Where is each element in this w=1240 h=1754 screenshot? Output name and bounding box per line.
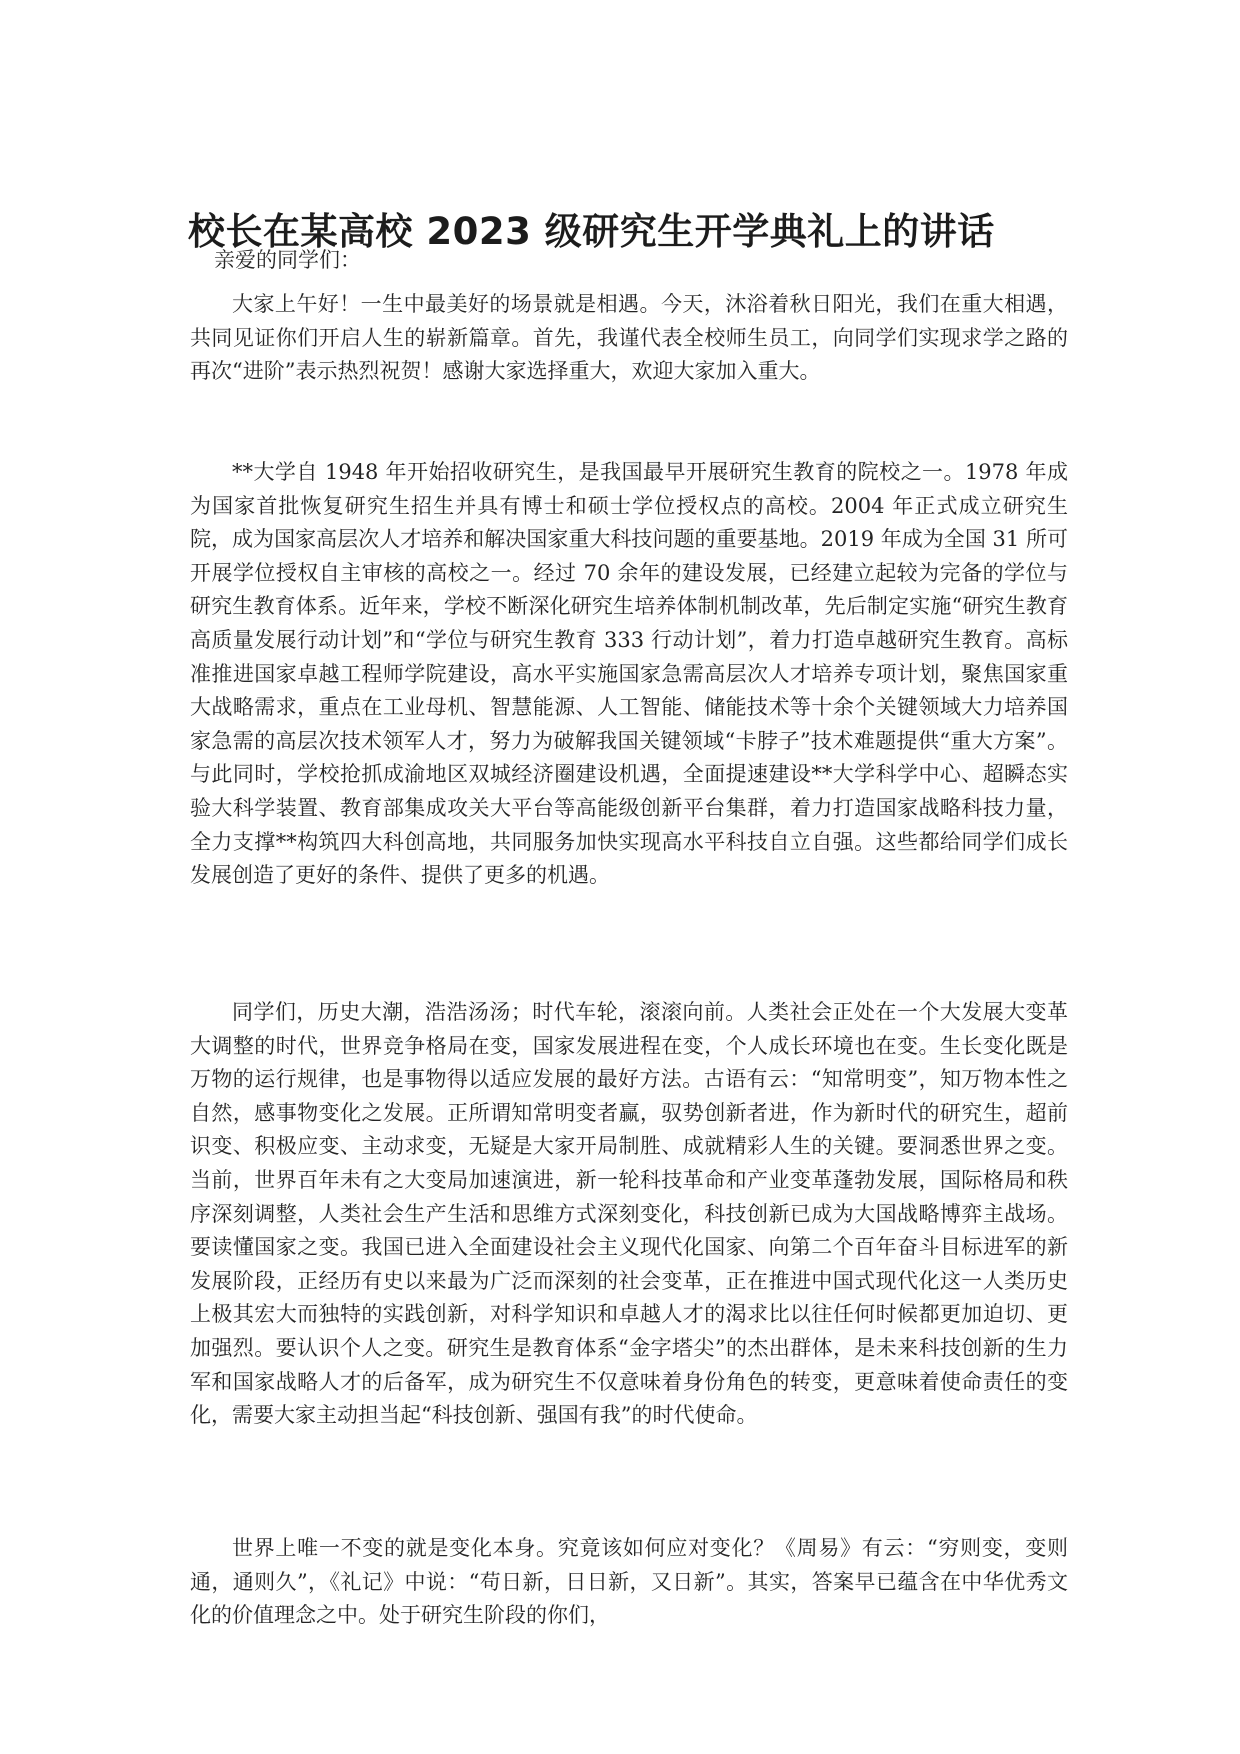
paragraph-university-history: **大学自 1948 年开始招收研究生，是我国最早开展研究生教育的院校之一。1978 年成为国家首批恢复研究生招生并具有博士和硕士学位授权点的高校。2004 年正式成立研究生院，成为国家高层次人才培养和解决国家重大科技问题的重要基地。2019 年成为全国 31 所可开展学位授权自主审核的高校之一。经过 70 余年的建设发展，已经建立起较为完备的学位与研究生教育体系。近年来，学校不断深化研究生培养体制机制改革，先后制定实施“研究生教育高质量发展行动计划”和“学位与研究生教育 333 行动计划”，着力打造卓越研究生教育。高标准推进国家卓越工程师学院建设，高水平实施国家急需高层次人才培养专项计划，聚焦国家重大战略需求，重点在工业母机、智慧能源、人工智能、储能技术等十余个关键领域大力培养国家急需的高层次技术领军人才，努力为破解我国关键领域“卡脖子”技术难题提供“重大方案”。与此同时，学校抢抓成渝地区双城经济圈建设机遇，全面提速建设**大学科学中心、超瞬态实验大科学装置、教育部集成攻关大平台等高能级创新平台集群，着力打造国家战略科技力量，全力支撑**构筑四大科创高地，共同服务加快实现高水平科技自立自强。这些都给同学们成长发展创造了更好的条件、提供了更多的机遇。 xyxy=(190,460,1068,888)
document-title: 校长在某高校 2023 级研究生开学典礼上的讲话 xyxy=(188,210,995,253)
paragraph-welcome: 大家上午好！一生中最美好的场景就是相遇。今天，沐浴着秋日阳光，我们在重大相遇，共同见证你们开启人生的崭新篇章。首先，我谨代表全校师生员工，向同学们实现求学之路的再次“进阶”表示热烈祝贺！感谢大家选择重大，欢迎大家加入重大。 xyxy=(190,292,1068,384)
paragraph-era-of-change: 同学们，历史大潮，浩浩汤汤；时代车轮，滚滚向前。人类社会正处在一个大发展大变革大调整的时代，世界竞争格局在变，国家发展进程在变，个人成长环境也在变。生长变化既是万物的运行规律，也是事物得以适应发展的最好方法。古语有云：“知常明变”，知万物本性之自然，感事物变化之发展。正所谓知常明变者赢，驭势创新者进，作为新时代的研究生，超前识变、积极应变、主动求变，无疑是大家开局制胜、成就精彩人生的关键。要洞悉世界之变。当前，世界百年未有之大变局加速演进，新一轮科技革命和产业变革蓬勃发展，国际格局和秩序深刻调整，人类社会生产生活和思维方式深刻变化，科技创新已成为大国战略博弈主战场。要读懂国家之变。我国已进入全面建设社会主义现代化国家、向第二个百年奋斗目标进军的新发展阶段，正经历有史以来最为广泛而深刻的社会变革，正在推进中国式现代化这一人类历史上极其宏大而独特的实践创新，对科学知识和卓越人才的渴求比以往任何时候都更加迫切、更加强烈。要认识个人之变。研究生是教育体系“金字塔尖”的杰出群体，是未来科技创新的生力军和国家战略人才的后备军，成为研究生不仅意味着身份角色的转变，更意味着使命责任的变化，需要大家主动担当起“科技创新、强国有我”的时代使命。 xyxy=(190,1000,1068,1428)
paragraph-how-to-respond: 世界上唯一不变的就是变化本身。究竟该如何应对变化？《周易》有云：“穷则变，变则通，通则久”，《礼记》中说：“苟日新，日日新，又日新”。其实，答案早已蕴含在中华优秀文化的价值理念之中。处于研究生阶段的你们， xyxy=(190,1536,1068,1628)
salutation: 亲爱的同学们： xyxy=(214,248,361,272)
